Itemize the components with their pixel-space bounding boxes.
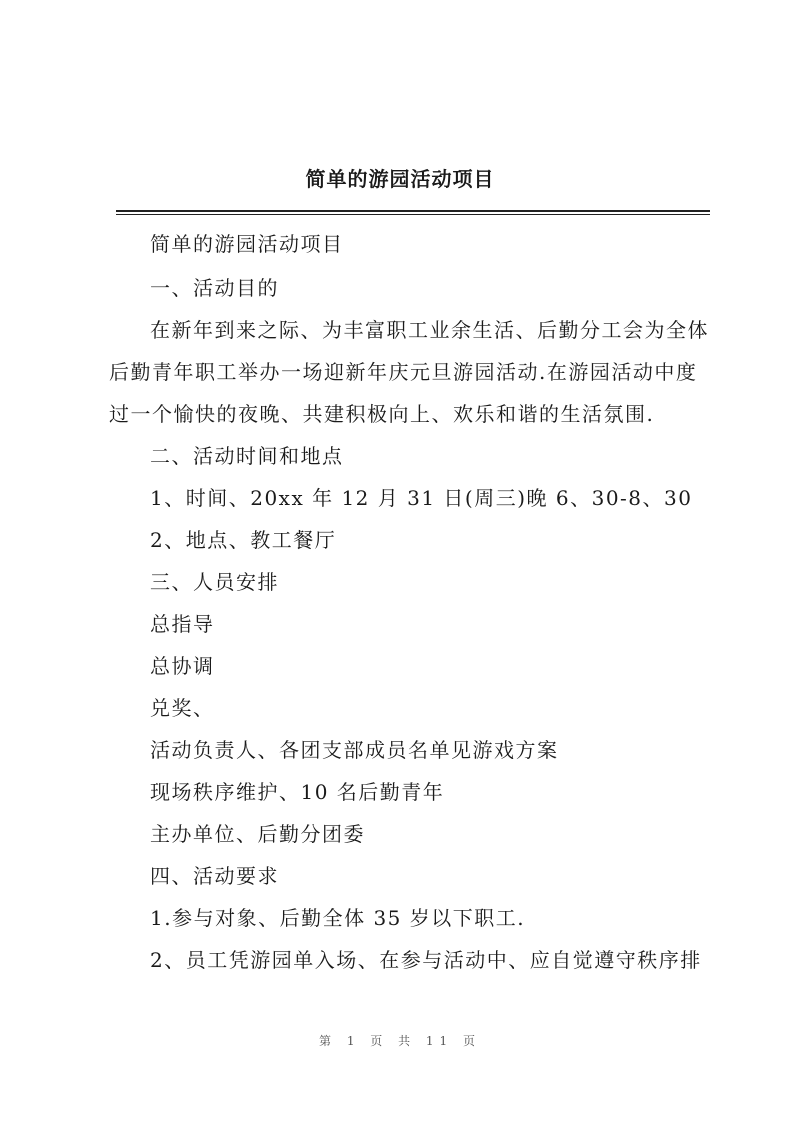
section-heading: 四、活动要求 — [150, 864, 279, 888]
body-line: 活动负责人、各团支部成员名单见游戏方案 — [150, 738, 559, 762]
body-line: 在新年到来之际、为丰富职工业余生活、后勤分工会为全体 — [150, 318, 709, 342]
body-line: 后勤青年职工举办一场迎新年庆元旦游园活动.在游园活动中度 — [109, 360, 698, 384]
body-line: 总协调 — [150, 654, 215, 678]
section-heading: 一、活动目的 — [150, 276, 279, 300]
body-line: 1.参与对象、后勤全体 35 岁以下职工. — [150, 906, 526, 930]
body-line: 简单的游园活动项目 — [150, 232, 344, 256]
section-heading: 三、人员安排 — [150, 570, 279, 594]
title-divider-thin — [116, 214, 710, 215]
document-title: 简单的游园活动项目 — [305, 167, 495, 191]
title-divider — [116, 210, 710, 212]
body-line: 总指导 — [150, 612, 215, 636]
page-number-footer: 第 1 页 共 11 页 — [319, 1034, 481, 1048]
body-line: 兑奖、 — [150, 696, 215, 720]
body-line: 主办单位、后勤分团委 — [150, 822, 365, 846]
body-line: 2、地点、教工餐厅 — [150, 528, 337, 552]
body-line: 2、员工凭游园单入场、在参与活动中、应自觉遵守秩序排 — [150, 948, 702, 972]
body-line: 过一个愉快的夜晚、共建积极向上、欢乐和谐的生活氛围. — [109, 402, 655, 426]
body-line: 1、时间、20xx 年 12 月 31 日(周三)晚 6、30-8、30 — [150, 486, 693, 510]
body-line: 现场秩序维护、10 名后勤青年 — [150, 780, 445, 804]
section-heading: 二、活动时间和地点 — [150, 444, 344, 468]
